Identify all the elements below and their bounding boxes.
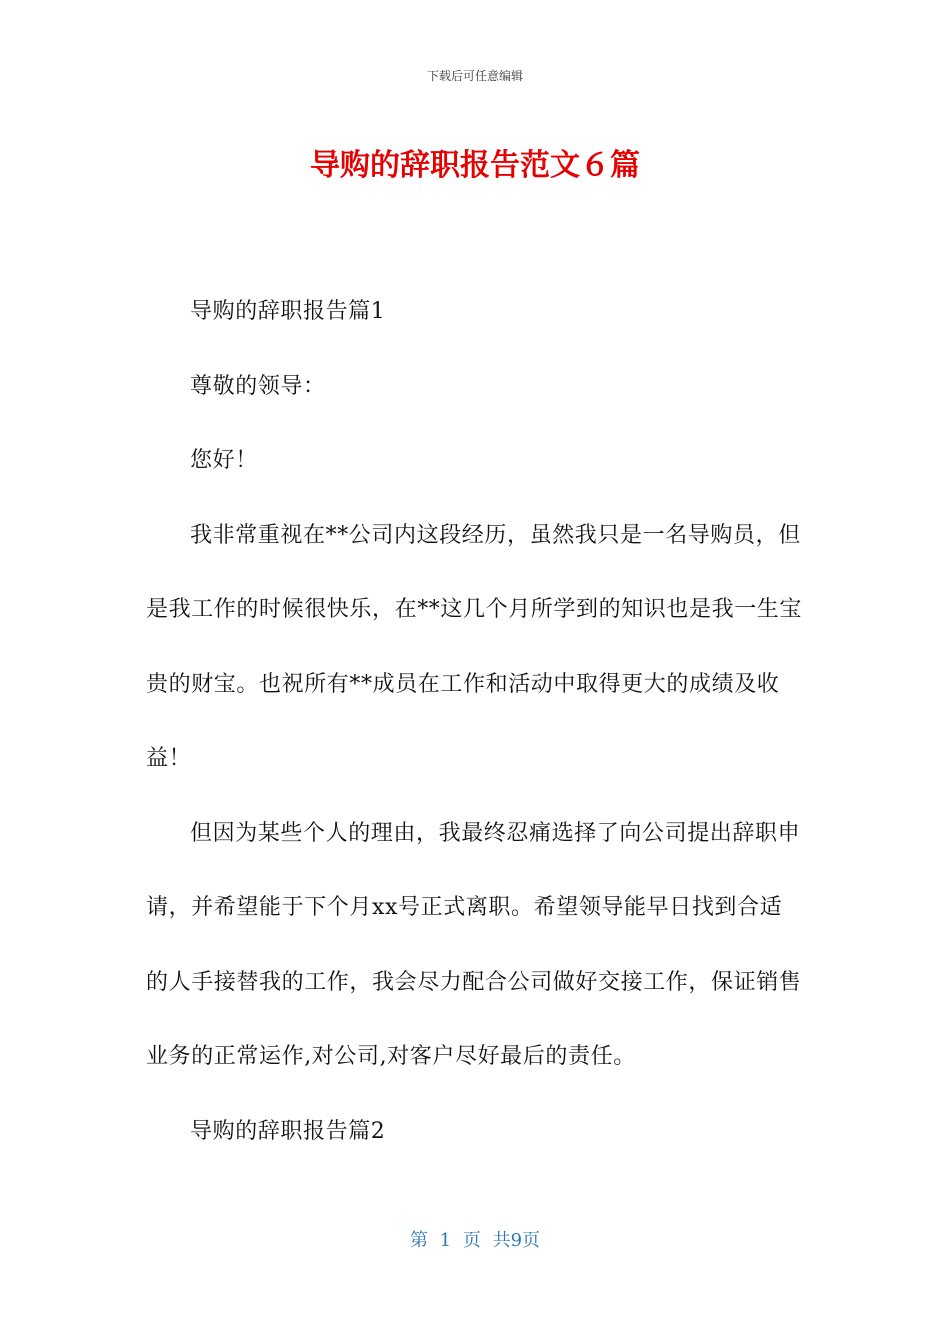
header-note: 下载后可任意编辑 [426, 69, 523, 83]
document-title: 导购的辞职报告范文６篇 [310, 148, 640, 183]
greeting: 您好！ [190, 448, 258, 473]
section-heading-2: 导购的辞职报告篇2 [190, 1118, 386, 1144]
body-paragraph-1: 我非常重视在**公司内这段经历，虽然我只是一名导购员，但是我工作的时候很快乐，在**这几个月所学到的知识也是我一生宝贵的财宝。也祝所有**成员在工作和活动中取得更大的成绩及收益！ [146, 522, 803, 771]
document-body [146, 275, 804, 1169]
salutation: 尊敬的领导： [190, 373, 326, 399]
footer-current-page: 1 [439, 1230, 452, 1251]
footer-prefix: 第 [409, 1230, 428, 1251]
footer-middle: 页 共 [462, 1230, 511, 1251]
page-footer [0, 1226, 950, 1252]
body-paragraph-2: 但因为某些个人的理由，我最终忍痛选择了向公司提出辞职申请，并希望能于下个月xx号正式离职。希望领导能早日找到合适的人手接替我的工作，我会尽力配合公司做好交接工作，保证销售业务的正常运作,对公司,对客户尽好最后的责任。 [146, 820, 802, 1069]
section-heading-1: 导购的辞职报告篇1 [190, 299, 386, 324]
footer-total-pages: 9页 [510, 1230, 541, 1251]
